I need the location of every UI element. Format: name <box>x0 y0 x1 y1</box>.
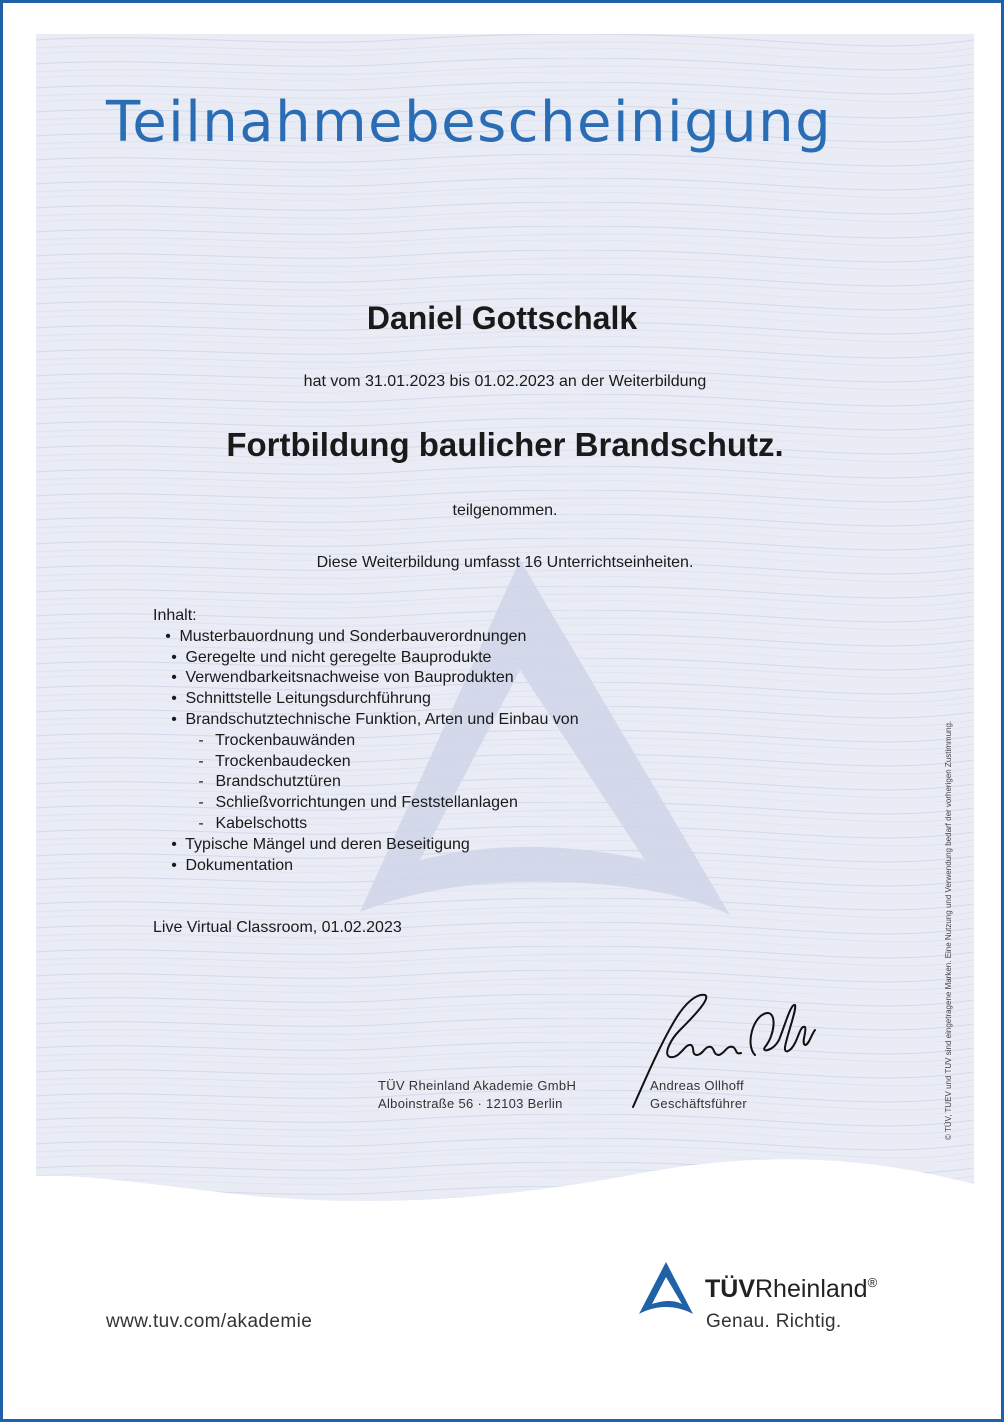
sub-list-item <box>153 814 579 835</box>
dash: - <box>198 814 204 832</box>
signer-block <box>650 1077 747 1113</box>
list-item-text: Schnittstelle Leitungsdurchführung <box>185 690 431 708</box>
list-item <box>153 668 579 689</box>
list-item-text: Geregelte und nicht geregelte Bauprodukte <box>185 648 492 666</box>
sub-list-item <box>153 752 579 773</box>
place-date: Live Virtual Classroom, 01.02.2023 <box>153 919 402 936</box>
list-item-text: Typische Mängel und deren Beseitigung <box>185 835 470 853</box>
dash: - <box>198 752 204 770</box>
list-item-text: Trockenbaudecken <box>215 752 351 770</box>
bullet: • <box>171 690 177 708</box>
tuv-logo-icon <box>638 1262 694 1316</box>
list-item-text: Musterbauordnung und Sonderbauverordnungen <box>179 627 527 645</box>
sub-list-item <box>153 793 579 814</box>
list-item-text: Kabelschotts <box>215 814 308 832</box>
content-label: Inhalt: <box>153 607 197 624</box>
list-item-text: Brandschutztechnische Funktion, Arten und Einbau von <box>185 710 579 728</box>
registered-mark: ® <box>867 1275 878 1290</box>
website-url: www.tuv.com/akademie <box>106 1311 313 1332</box>
bullet: • <box>171 835 177 853</box>
list-item <box>153 648 579 669</box>
list-item <box>153 710 579 731</box>
list-item <box>153 689 579 710</box>
brand-slogan: Genau. Richtig. <box>706 1311 842 1332</box>
sub-list-item <box>153 772 579 793</box>
brand-rest: Rheinland <box>755 1275 868 1303</box>
intro-text: hat vom 31.01.2023 bis 01.02.2023 an der Weiterbildung <box>303 373 707 390</box>
bullet: • <box>171 856 177 874</box>
sub-list-item <box>153 731 579 752</box>
list-item-text: Brandschutztüren <box>215 773 341 791</box>
bullet: • <box>171 648 177 666</box>
list-item <box>153 856 579 877</box>
company-name: TÜV Rheinland Akademie GmbH <box>378 1078 577 1093</box>
bullet: • <box>165 627 171 645</box>
brand-bold: TÜV <box>705 1275 755 1303</box>
participated-text: teilgenommen. <box>452 502 558 519</box>
brand-logo-text <box>705 1275 877 1304</box>
content-list <box>153 627 579 877</box>
bullet: • <box>171 710 177 728</box>
list-item-text: Schließvorrichtungen und Feststellanlagen <box>215 794 518 812</box>
course-title: Fortbildung baulicher Brandschutz. <box>226 426 784 463</box>
signer-title: Geschäftsführer <box>650 1096 747 1111</box>
list-item-text: Trockenbauwänden <box>215 731 356 749</box>
issuer-block <box>378 1077 576 1113</box>
list-item-text: Dokumentation <box>185 856 294 874</box>
list-item-text: Verwendbarkeitsnachweise von Bauprodukten <box>185 669 514 687</box>
signer-name: Andreas Ollhoff <box>650 1078 744 1093</box>
company-address: Alboinstraße 56 · 12103 Berlin <box>378 1096 563 1111</box>
content-section <box>153 606 579 876</box>
dash: - <box>198 773 204 791</box>
list-item <box>153 627 579 648</box>
trademark-notice: © TÜV, TUEV und TUV sind eingetragene Marken. Eine Nutzung und Verwendung bedarf der vorherigen Zustimmung. <box>944 720 953 1140</box>
scope-text: Diese Weiterbildung umfasst 16 Unterrichtseinheiten. <box>316 554 694 571</box>
certificate-title: Teilnahmebescheinigung <box>106 90 833 155</box>
dash: - <box>198 794 204 812</box>
dash: - <box>198 731 204 749</box>
list-item <box>153 835 579 856</box>
participant-name: Daniel Gottschalk <box>366 300 638 336</box>
bullet: • <box>171 669 177 687</box>
